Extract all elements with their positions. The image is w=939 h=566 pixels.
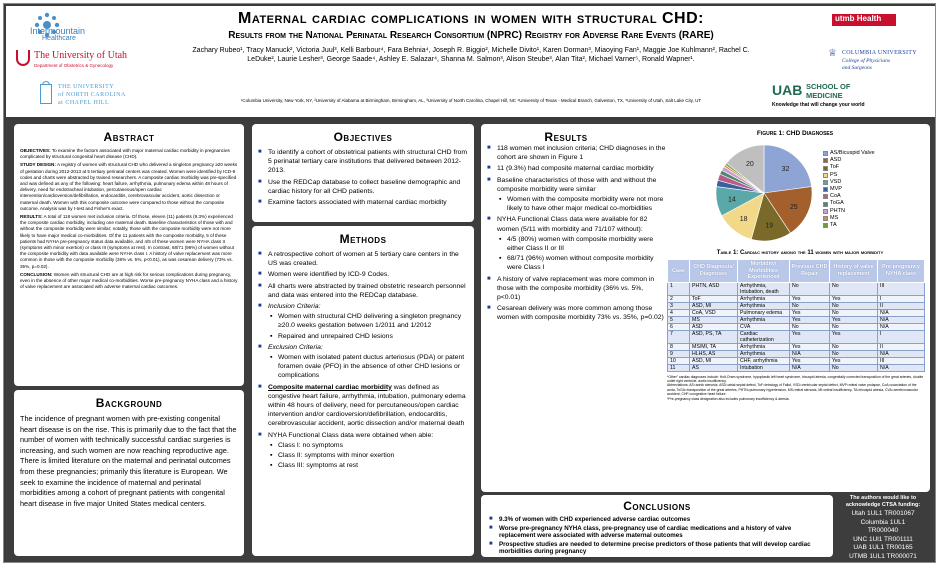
utmb-name: utmb Health — [835, 14, 882, 23]
table-cell: Yes — [830, 295, 878, 302]
funding-grant: TR000040 — [867, 527, 899, 534]
methods-item: ■ A retrospective cohort of women at 5 tertiary care centers in the US was created. — [258, 250, 468, 268]
table-cell: 5 — [668, 316, 690, 323]
unc-well-icon — [40, 84, 52, 104]
table-cell: No — [830, 364, 878, 371]
table-cell: No — [790, 323, 830, 330]
table-row — [668, 357, 925, 364]
table-cell: Arrhythmia — [738, 295, 790, 302]
table-header-row — [668, 260, 925, 283]
table-cell: 1 — [668, 282, 690, 295]
legend-item — [823, 222, 923, 229]
table-cell: 6 — [668, 323, 690, 330]
funding-box — [836, 495, 930, 560]
table-cell: Arrhythmia — [738, 350, 790, 357]
results-item: ■ NYHA Functional Class data were available for 82 women (5/11 with morbidity and 71/107 without): ▪ 4/5 (80%) women with composite morbidity were either Class II or III ▪ 68/71 (96%) women without composite morbidity were Class I — [487, 215, 667, 272]
background-panel — [14, 390, 244, 556]
unc-logo — [40, 82, 160, 112]
objective-item: ■ Use the REDCap database to collect baseline demographic and cardiac history for all CHD patients. — [258, 178, 468, 196]
col-header: Morbidity/ Morbidities Experienced — [738, 260, 790, 283]
results-item: ■ A history of valve replacement was more common in those with the composite morbidity (36% vs. 5%, p<0.01) — [487, 275, 667, 303]
funding-grant: UAB 1UL1 TR00165 — [853, 544, 913, 551]
table-cell: Yes — [830, 330, 878, 343]
legend-item — [823, 157, 923, 164]
pie-value-label: 32 — [781, 165, 790, 173]
legend-swatch — [823, 166, 828, 171]
table-cell: Yes — [790, 343, 830, 350]
table-cell: ASD, PS, TA — [690, 330, 738, 343]
legend-label: CoA — [830, 193, 841, 200]
objectives-title: Objectives — [333, 130, 393, 144]
objective-item: ■ To identify a cohort of obstetrical patients with structural CHD from 5 perinatal tertiary care institutions that delivered between 2012-2013. — [258, 148, 468, 176]
objectives-panel — [252, 124, 474, 222]
table-cell: Yes — [790, 309, 830, 316]
table-cell: Yes — [830, 316, 878, 323]
legend-item — [823, 164, 923, 171]
utah-logo — [16, 50, 166, 80]
authors-line1: Zachary Rubeo¹, Tracy Manuck², Victoria Juul³, Kelli Barbour⁴, Fara Behnia⁴, Joseph R. Biggio², Michelle Divito¹, Karen Dorman³, Miaoying Fan¹, Maggie Joe Kuhlmann², Rachel C. — [192, 47, 750, 54]
table-cell: N/A — [878, 364, 925, 371]
table-cell: 4 — [668, 309, 690, 316]
methods-composite: ■ Composite maternal cardiac morbidity was defined as congestive heart failure, arrhythmia, intubation, pulmonary edema within 48 hours of delivery, need for percutaneous/open cardiac intervention and/or cardioversion/defibrillation, endocarditis, cerebrovascular accident, aortic dissection and/or maternal death — [258, 383, 468, 429]
methods-title: Methods — [339, 232, 387, 246]
table-row — [668, 282, 925, 295]
table-cell: MS — [690, 316, 738, 323]
funding-grant: UNC 1Ul1 TR001111 — [853, 535, 913, 543]
table-cell: N/A — [878, 323, 925, 330]
legend-swatch — [823, 180, 828, 185]
unc-line3: at CHAPEL HILL — [58, 100, 110, 106]
legend-item — [823, 200, 923, 207]
results-item: ■ Baseline characteristics of those with and without the composite morbidity were similar ▪ Women with the composite morbidity were not more likely to have other major medical co-morbidities — [487, 176, 667, 214]
table-body — [668, 282, 925, 371]
columbia-name: COLUMBIA UNIVERSITY — [842, 50, 917, 56]
table-cell: Arrhythmia, Intubation, death — [738, 282, 790, 295]
table-footnote1: *Other” cardiac diagnoses include: Holt-Oram syndrome, hypoplastic left heart syndrome, tricuspid atresia, congenitally corrected transposition of the great arteries, double outlet right ventricle, aortic insufficiency. — [667, 374, 924, 383]
legend-item — [823, 179, 923, 186]
abstract-design: STUDY DESIGN: A registry of women with structural CHD who delivered a singleton pregnancy ≥20 weeks of gestation during 2012-2013 at 5 tertiary perinatal centers was created. Women were identified by ICD-9 codes and charts were abstracted by trained researchers. A composite cardiac morbidity was pre-specified and was defined as any of the following: heart failure, arrhythmia, pulmonary edema within 48 hours of delivery, need for endotracheal intubation, percutaneous/open cardiac intervention/cardioversion/defibrillation, endocarditis, cerebrovascular accident, aortic dissection or maternal death. Women with this composite outcome were compared to those without the composite outcome. Analysis was by t-test and Fisher's exact. — [20, 162, 238, 211]
unc-line2: of NORTH CAROLINA — [58, 92, 126, 98]
results-item: ■ 118 women met inclusion criteria; CHD diagnoses in the cohort are shown in Figure 1 — [487, 144, 667, 162]
intermountain-logo — [12, 12, 162, 42]
nyha-item: ▪ Class I: no symptoms — [268, 441, 468, 450]
table-cell: N/A — [790, 364, 830, 371]
legend-swatch — [823, 173, 828, 178]
table-cell: PHTN, ASD — [690, 282, 738, 295]
chd-pie-chart — [709, 138, 819, 248]
legend-item — [823, 172, 923, 179]
conclusion-item: ■ Worse pre-pregnancy NYHA class, pre-pregnancy use of cardiac medications and a history of valve replacement were associated with adverse maternal outcomes — [489, 525, 825, 540]
table-cell: Yes — [790, 295, 830, 302]
unc-line1: THE UNIVERSITY — [58, 84, 115, 90]
table-row — [668, 309, 925, 316]
poster-subtitle: Results from the National Perinatal Research Consortium (NPRC) Registry for Adverse Rare Events (RARE) — [228, 30, 714, 41]
intermountain-sub: Healthcare — [42, 35, 76, 42]
table-cell: N/A — [790, 350, 830, 357]
table-cell: CVA — [738, 323, 790, 330]
conclusions-title: Conclusions — [623, 499, 691, 513]
table-cell: Cardiac catheterization — [738, 330, 790, 343]
table-cell: ToF — [690, 295, 738, 302]
legend-swatch — [823, 151, 828, 156]
table-cell: HLHS, AS — [690, 350, 738, 357]
background-title: Background — [95, 396, 163, 410]
pie-value-label: 25 — [789, 203, 798, 211]
legend-item — [823, 215, 923, 222]
results-title: Results — [544, 130, 588, 144]
table-wrap — [667, 259, 925, 401]
conclusions-list — [489, 516, 825, 556]
nyha-item: ▪ Class III: symptoms at rest — [268, 461, 468, 470]
table-cell: No — [790, 302, 830, 309]
columbia-sub2: and Surgeons — [842, 65, 872, 71]
cardiac-history-table — [667, 259, 925, 372]
table-cell: Yes — [830, 357, 878, 364]
col-header: Case — [668, 260, 690, 283]
table-cell: III — [878, 357, 925, 364]
results-item: ■ 11 (9.3%) had composite maternal cardiac morbidity — [487, 164, 667, 173]
conclusions-panel — [481, 495, 833, 557]
table-row — [668, 316, 925, 323]
uab-tagline: Knowledge that will change your world — [772, 102, 865, 108]
table-cell: No — [830, 282, 878, 295]
nyha-item: ▪ Class II: symptoms with minor exertion — [268, 451, 468, 460]
methods-item: ■ All charts were abstracted by trained obstetric research personnel and data was entered into the REDCap database. — [258, 282, 468, 300]
inclusion-item: ▪ Repaired and unrepaired CHD lesions — [268, 332, 468, 341]
legend-item — [823, 150, 923, 157]
table-cell: N/A — [878, 350, 925, 357]
funding-grant: Utah 1UL1 TR001067 — [851, 510, 915, 517]
legend-label: PS — [830, 171, 838, 178]
legend-item — [823, 186, 923, 193]
legend-label: ToF — [830, 164, 840, 171]
uab-mark: UAB — [772, 82, 803, 98]
poster-affiliations: ¹Columbia University, New York, NY, ²University of Alabama at Birmingham, Birmingham, AL, ³University of North Carolina, Chapel Hill, NC ⁴University of Texas - Medical Branch, Galveston, TX, ⁵University of Utah, Salt Lake City, UT — [240, 98, 702, 103]
utah-name: The University of Utah — [34, 50, 128, 61]
abstract-objectives: OBJECTIVES: To examine the factors associated with major maternal cardiac morbidity in pregnancies complicated by structural congenital heart disease (CHD). — [20, 148, 230, 160]
table-cell: III — [878, 282, 925, 295]
table-cell: MS/MI, TA — [690, 343, 738, 350]
col-header: Previous CHD Repair — [790, 260, 830, 283]
table-cell: 11 — [668, 364, 690, 371]
table-cell: No — [830, 350, 878, 357]
results-subitem: ▪ 68/71 (96%) women without composite morbidity were Class I — [497, 254, 667, 272]
table-cell: I — [878, 295, 925, 302]
table-row — [668, 302, 925, 309]
utmb-logo — [832, 12, 922, 30]
poster-authors — [181, 46, 761, 64]
table-cell: 3 — [668, 302, 690, 309]
results-subitem: ▪ 4/5 (80%) women with composite morbidity were either Class II or III — [497, 235, 667, 253]
methods-nyha: ■ NYHA Functional Class data were obtained when able: ▪ Class I: no symptoms ▪ Class II: symptoms with minor exertion ▪ Class III: symptoms at rest — [258, 431, 468, 471]
methods-list — [258, 250, 468, 470]
exclusion-item: ▪ Women with isolated patent ductus arteriosus (PDA) or patent foramen ovale (PFO) in the absence of other CHD lesions or complications — [268, 353, 468, 381]
results-panel — [481, 124, 930, 492]
table-cell: ASD, MI — [690, 357, 738, 364]
legend-label: AS/Bicuspid Valve — [830, 150, 875, 156]
table-cell: II — [878, 302, 925, 309]
abstract-panel — [14, 124, 244, 386]
table-cell: No — [830, 323, 878, 330]
legend-label: ToGA — [830, 200, 844, 207]
pie-value-label: 20 — [745, 161, 754, 169]
legend-label: MVP — [830, 186, 842, 193]
legend-label: TA — [830, 222, 837, 229]
utah-u-icon — [16, 50, 30, 66]
table-cell: Arrhythmia — [738, 302, 790, 309]
legend-item — [823, 208, 923, 215]
funding-grant: UTMB 1UL1 TR000071 — [849, 552, 917, 560]
columbia-sub1: College of Physicians — [842, 58, 890, 64]
poster-title: Maternal cardiac complications in women with structural CHD: — [238, 10, 704, 27]
utah-sub: Department of Obstetrics & Gynecology — [34, 63, 114, 68]
inclusion-item: ▪ Women with structural CHD delivering a singleton pregnancy ≥20.0 weeks gestation between 1/2011 and 1/2012 — [268, 312, 468, 330]
legend-label: PHTN — [830, 207, 845, 214]
abstract-title: Abstract — [103, 130, 155, 144]
table-row — [668, 323, 925, 330]
table-cell: No — [830, 309, 878, 316]
abstract-conclusion: CONCLUSION: Women with structural CHD are at high risk for serious complications during pregnancy, even in the absence of other major medical co-morbidities. Worse pre-pregnancy NYHA class and a history of valve replacement are associated with adverse maternal cardiac outcomes. — [20, 271, 238, 290]
methods-panel — [252, 226, 474, 556]
table-cell: No — [830, 343, 878, 350]
methods-exclusion: ■ Exclusion Criteria: ▪ Women with isolated patent ductus arteriosus (PDA) or patent foramen ovale (PFO) in the absence of other CHD lesions or complications — [258, 343, 468, 381]
table-cell: AS — [690, 364, 738, 371]
results-item: ■ Cesarean delivery was more common among those women with composite morbidity 73% vs. 35%, p=0.02) — [487, 304, 667, 322]
table-cell: Arrhythmia — [738, 316, 790, 323]
legend-swatch — [823, 158, 828, 163]
background-text: The incidence of pregnant women with pre-existing congenital heart disease is on the rise. This is primarily due to the fact that the number of women with technically successful cardiac surgeries is increasing, and such women are now reaching reproductive age. There is limited literature on the maternal and perinatal outcomes from these pregnancies; primarily this literature is European. We seek to examine the incidence of maternal and perinatal morbidities among a cohort of pregnant patients with congenital heart disease in five major United States medical centers. — [20, 414, 237, 508]
table-row — [668, 295, 925, 302]
legend-swatch — [823, 187, 828, 192]
table-footnote2: Abbreviations: AS=aortic stenosis, ASD=atrial septal defect, ToF=tetralogy of Fallot, VSD=ventricular septal defect, MVP=mitral valve prolapse, CoA=coarctation of the aorta, ToGA=transposition of the great arteries, PHTN=pulmonary hypertension, MS=mitral stenosis, MI=mitral insufficiency, TA=tricuspid atresia, CVA=cerebrovascular accident, CHF=congestive heart failure. — [667, 383, 918, 397]
uab-logo — [772, 82, 922, 112]
table-row — [668, 364, 925, 371]
methods-inclusion: ■ Inclusion Criteria: ▪ Women with structural CHD delivering a singleton pregnancy ≥20.0 weeks gestation between 1/2011 and 1/2012 ▪ Repaired and unrepaired CHD lesions — [258, 302, 468, 341]
funding-heading: The authors would like to acknowledge CTSA funding: — [845, 495, 921, 508]
table-cell: 7 — [668, 330, 690, 343]
table-cell: 10 — [668, 357, 690, 364]
legend-label: VSD — [830, 178, 842, 185]
table-cell: N/A — [878, 309, 925, 316]
legend-swatch — [823, 202, 828, 207]
table-cell: No — [790, 282, 830, 295]
table-cell: Yes — [790, 357, 830, 364]
legend-swatch — [823, 216, 828, 221]
col-header: Pre-pregnancy NYHA class — [878, 260, 925, 283]
legend-label: MS — [830, 214, 839, 221]
uab-school: SCHOOL OF — [806, 82, 851, 91]
abstract-results: RESULTS: A total of 118 women met inclusion criteria. Of those, eleven (11) patients (9.3%) experienced the composite cardiac morbidity, including one maternal death. Baseline characteristics of those with and without the composite morbidity were similar; notably, those with the composite morbidity were not more likely to have major medical co-morbidities. Of the 11 patients with the composite morbidity, 5 of these patients had NYHA pre-pregnancy status data available, and 4/5 of these women were NYHA class II (symptoms with minor exertion) or class III (symptoms at rest). In contrast, 68/71 (96%) of women without the composite morbidity with data available were NYHA class I. A history of valve replacement was more common in those with the composite morbidity (36% vs. 5%, p<0.01), as was cesarean delivery (73% vs. 35%, p=0.02). — [20, 214, 234, 269]
funding-grant: Columbia 1UL1 — [860, 518, 906, 526]
authors-line2: LeDuke², Laurie Lesher³, George Saade⁴, Ashley E. Salazar⁴, Shanna M. Salmon³, Alison Steube³, Alan Tita², Michael Varner⁵, Ronald Wapner¹. — [247, 56, 695, 63]
table-cell: I — [878, 330, 925, 343]
legend-swatch — [823, 194, 828, 199]
poster-header — [6, 6, 935, 117]
legend-swatch — [823, 209, 828, 214]
pie-value-label: 19 — [765, 222, 774, 230]
table-cell: Arrhythmia — [738, 343, 790, 350]
intermountain-name: Intermountain — [30, 26, 86, 36]
table-row — [668, 330, 925, 343]
figure-title: Figure 1: CHD Diagnoses — [756, 130, 834, 137]
col-header: CHD Diagnosis/ Diagnoses — [690, 260, 738, 283]
table-cell: 9 — [668, 350, 690, 357]
methods-item: ■ Women were identified by ICD-9 Codes. — [258, 270, 468, 279]
table-cell: 2 — [668, 295, 690, 302]
table-footnote3: *Pre-pregnancy class designation also includes pulmonary insufficiency & atresia. — [667, 396, 790, 401]
crown-icon: ♕ — [828, 48, 837, 59]
table-cell: II — [878, 343, 925, 350]
legend-swatch — [823, 223, 828, 228]
results-list — [487, 144, 667, 325]
table-cell: ASD — [690, 323, 738, 330]
table-cell: CHF, arrhythmia — [738, 357, 790, 364]
legend-label: ASD — [830, 157, 842, 164]
table-row — [668, 350, 925, 357]
table-cell: Intubation — [738, 364, 790, 371]
objective-item: ■ Examine factors associated with maternal cardiac morbidity — [258, 198, 468, 207]
table-cell: 8 — [668, 343, 690, 350]
pie-value-label: 18 — [739, 216, 748, 224]
pie-legend — [823, 150, 923, 229]
objectives-list — [258, 148, 468, 207]
table-cell: Pulmonary edema — [738, 309, 790, 316]
conclusion-item: ■ Prospective studies are needed to determine precise predictors of those patients that will develop cardiac morbidities during pregnancy — [489, 541, 825, 556]
results-subitem: ▪ Women with the composite morbidity were not more likely to have other major medical co-morbidities — [497, 195, 667, 213]
table-cell: CoA, VSD — [690, 309, 738, 316]
pie-value-label: 14 — [727, 196, 736, 204]
table-title: Table 1: Cardiac history among the 11 women with major morbidity — [716, 250, 884, 256]
col-header: History of valve replacement — [830, 260, 878, 283]
table-cell: N/A — [878, 316, 925, 323]
table-row — [668, 343, 925, 350]
conclusion-item: ■ 9.3% of women with CHD experienced adverse cardiac outcomes — [489, 516, 825, 524]
table-cell: ASD, MI — [690, 302, 738, 309]
table-cell: Yes — [790, 316, 830, 323]
poster — [3, 3, 936, 563]
table-cell: No — [830, 302, 878, 309]
table-cell: Yes — [790, 330, 830, 343]
uab-medicine: MEDICINE — [806, 91, 843, 100]
columbia-logo — [828, 46, 938, 82]
legend-item — [823, 193, 923, 200]
